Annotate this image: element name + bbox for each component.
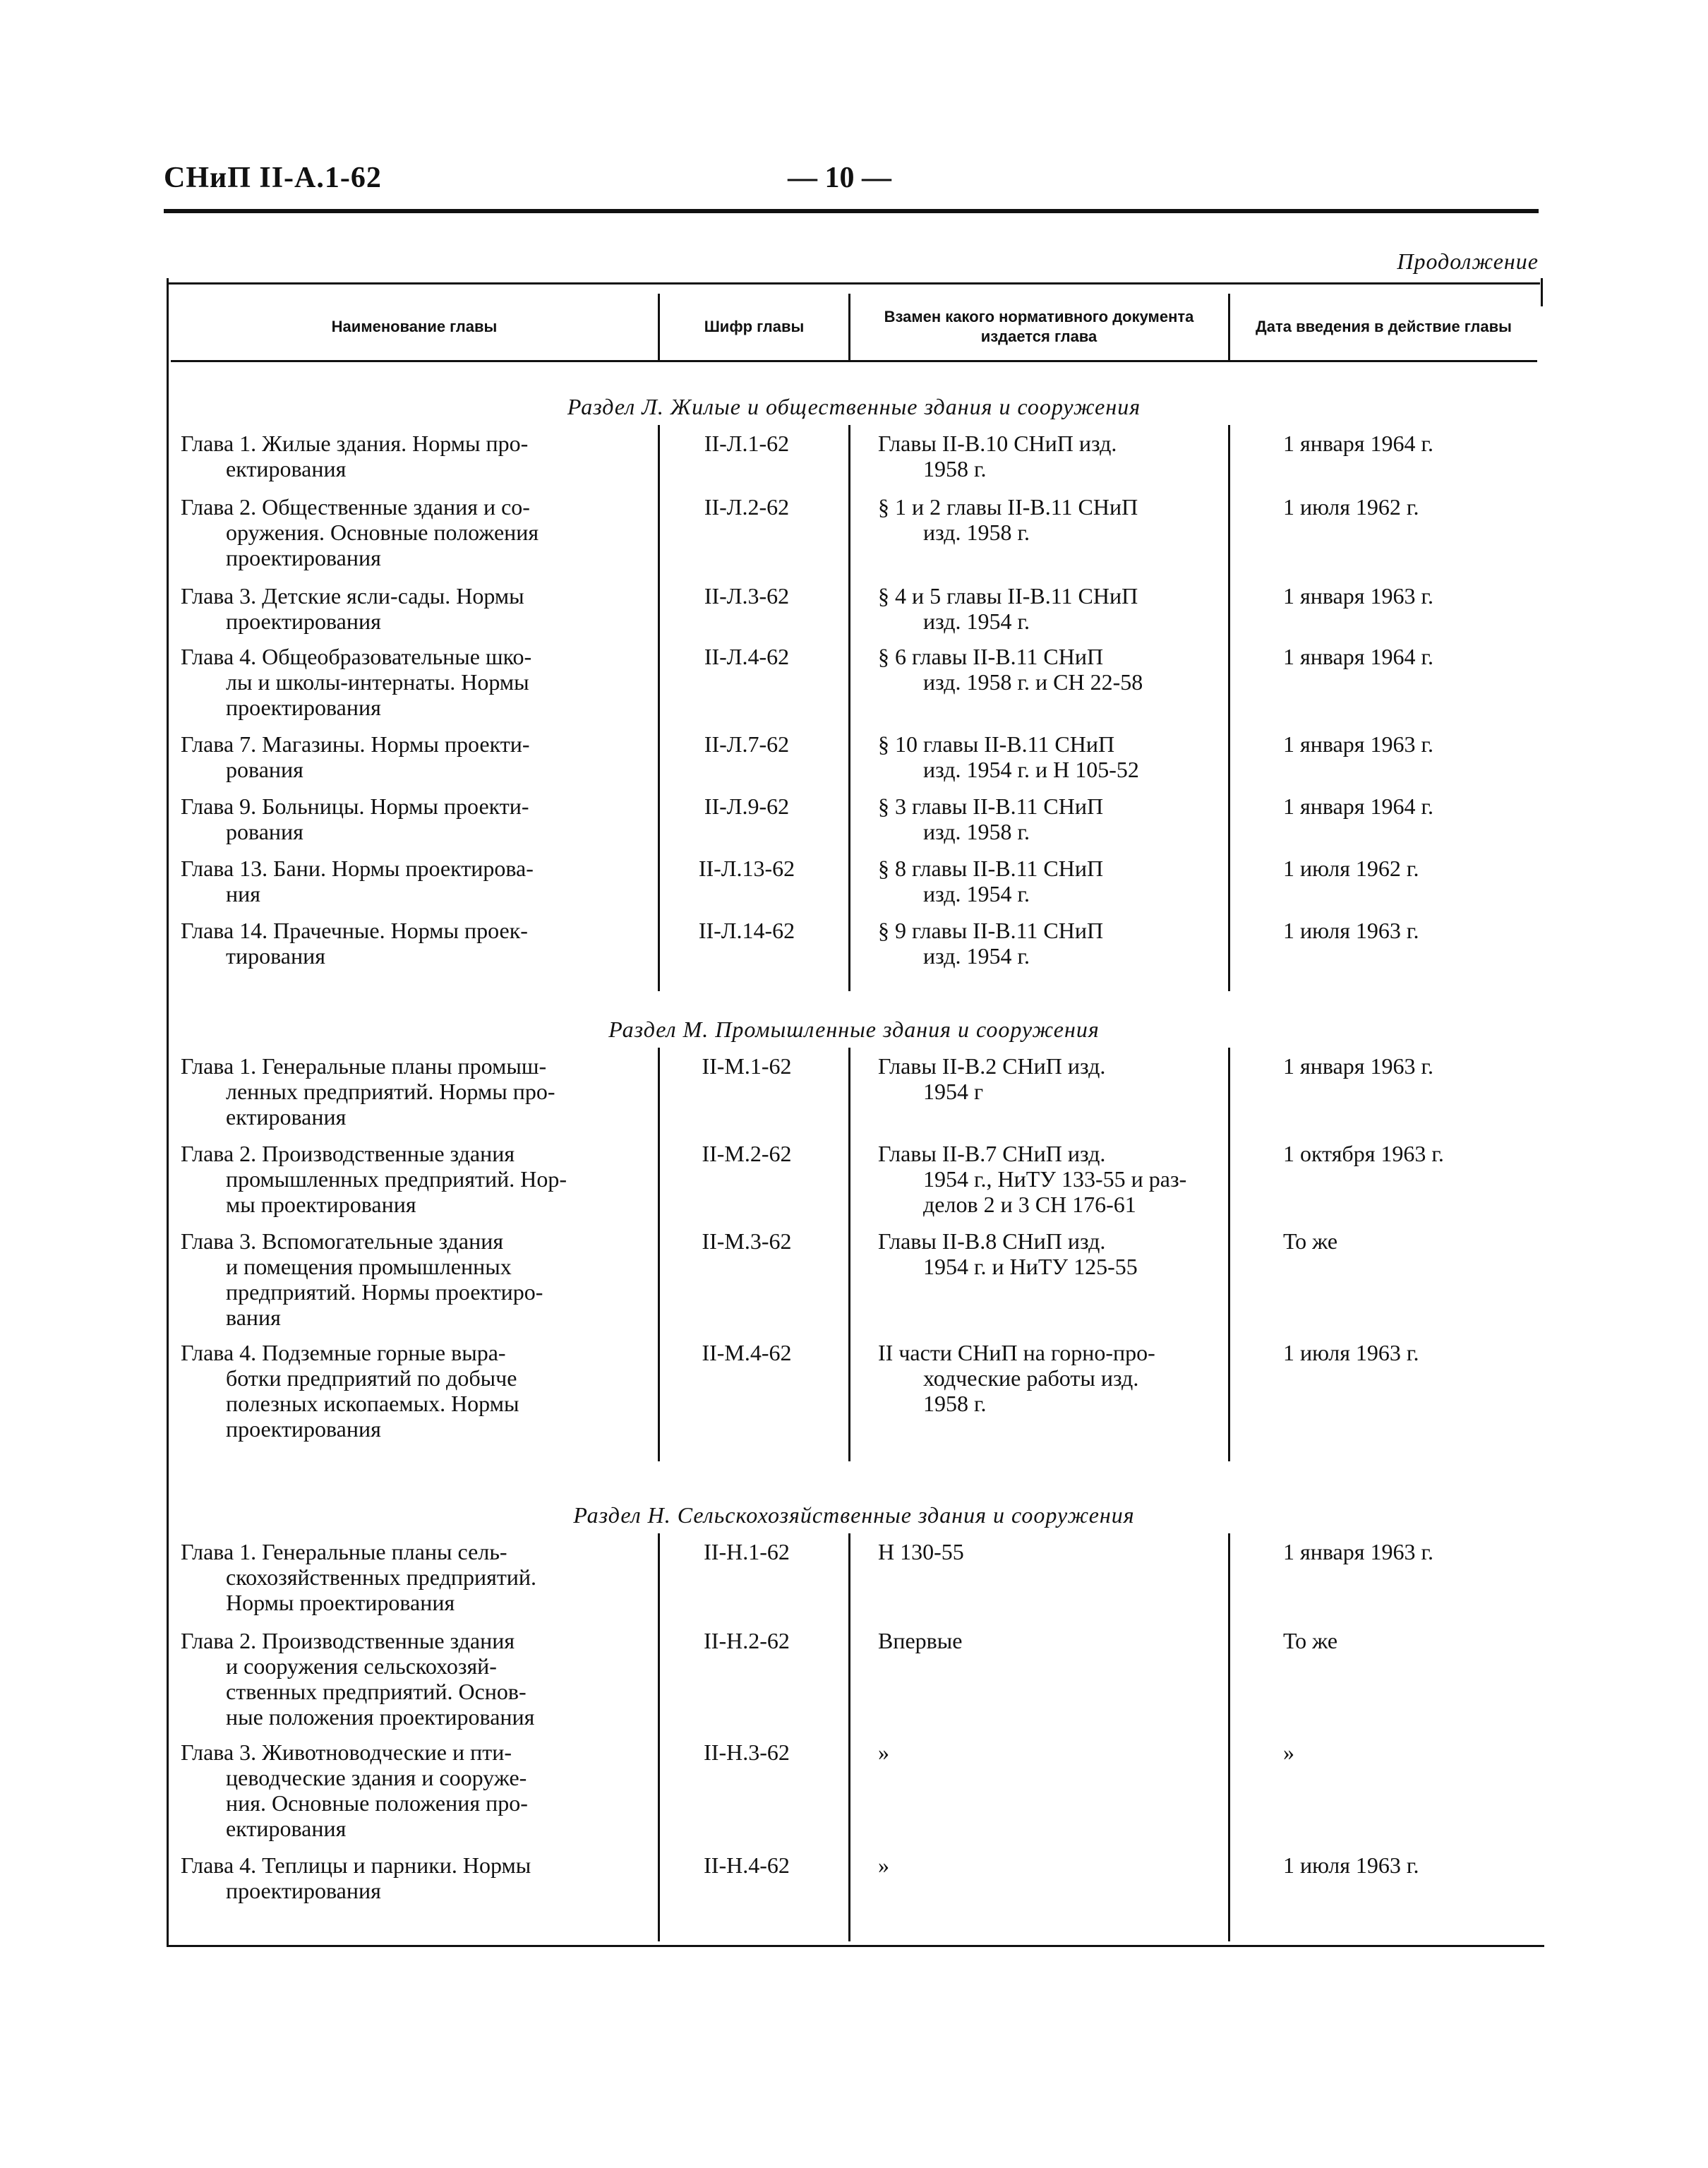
effective-date: 1 июля 1963 г.: [1283, 1340, 1419, 1365]
effective-date: То же: [1283, 1228, 1338, 1254]
replaces-document: [878, 918, 1231, 969]
replaces-line: Главы II-В.7 СНиП изд.: [878, 1141, 1106, 1166]
chapter-name-line: Глава 3. Животноводческие и пти-: [181, 1739, 512, 1765]
chapter-name-line: Глава 3. Вспомогательные здания: [181, 1228, 504, 1254]
chapter-name-line: Глава 9. Больницы. Нормы проекти-: [181, 793, 529, 819]
section-title: Раздел М. Промышленные здания и сооружения: [608, 1017, 1100, 1042]
replaces-line: Впервые: [878, 1628, 963, 1653]
effective-date: То же: [1283, 1628, 1338, 1653]
chapter-name-line: Глава 1. Генеральные планы сель-: [181, 1539, 507, 1564]
chapter-name-line: и помещения промышленных: [226, 1254, 512, 1279]
effective-date: 1 января 1963 г.: [1283, 583, 1433, 609]
replaces-line: изд. 1954 г.: [923, 881, 1030, 906]
header-bottom-rule: [171, 360, 1537, 362]
chapter-name-line: Глава 4. Общеобразовательные шко-: [181, 644, 532, 669]
replaces-document: [878, 644, 1231, 695]
chapter-name-line: лы и школы-интернаты. Нормы: [226, 669, 529, 695]
replaces-line: изд. 1958 г.: [923, 520, 1030, 545]
replaces-document: [878, 1228, 1231, 1279]
effective-date: 1 января 1963 г.: [1283, 1539, 1433, 1564]
column-header-name: Наименование главы: [331, 318, 498, 335]
chapter-code: II-Л.1-62: [704, 431, 790, 456]
chapter-name: [181, 1852, 661, 1903]
section-title: Раздел Н. Сельскохозяйственные здания и сооружения: [573, 1502, 1135, 1528]
chapter-name-line: ектирования: [226, 1104, 347, 1130]
chapter-name-line: Глава 13. Бани. Нормы проектирова-: [181, 856, 534, 881]
chapter-name: [181, 494, 661, 570]
chapter-name-line: Глава 4. Подземные горные выра-: [181, 1340, 506, 1365]
replaces-line: ходческие работы изд.: [923, 1365, 1139, 1391]
replaces-document: [878, 1141, 1231, 1217]
replaces-line: § 9 главы II-В.11 СНиП: [878, 918, 1104, 943]
chapter-name: [181, 1739, 661, 1841]
chapter-code: II-М.2-62: [702, 1141, 792, 1166]
chapter-name-line: Глава 7. Магазины. Нормы проекти-: [181, 731, 530, 757]
replaces-line: изд. 1954 г.: [923, 609, 1030, 634]
document-code: СНиП II-А.1-62: [164, 162, 382, 194]
chapter-name-line: проектирования: [226, 695, 381, 720]
section-title: Раздел Л. Жилые и общественные здания и сооружения: [567, 394, 1141, 419]
chapter-name-line: скохозяйственных предприятий.: [226, 1564, 537, 1590]
chapter-code: II-М.1-62: [702, 1053, 792, 1079]
table-right-border: [1541, 278, 1543, 306]
chapter-name-line: вания: [226, 1305, 281, 1330]
chapter-name-line: ботки предприятий по добыче: [226, 1365, 517, 1391]
chapter-name: [181, 1539, 661, 1615]
replaces-line: 1958 г.: [923, 456, 987, 481]
col-divider: [848, 1048, 850, 1461]
chapter-code: II-Л.4-62: [704, 644, 790, 669]
chapter-name-line: проектирования: [226, 609, 381, 634]
replaces-line: § 4 и 5 главы II-В.11 СНиП: [878, 583, 1138, 609]
chapter-name-line: полезных ископаемых. Нормы: [226, 1391, 519, 1416]
chapter-code: II-Л.14-62: [698, 918, 795, 943]
chapter-name-line: Глава 1. Генеральные планы промыш-: [181, 1053, 547, 1079]
replaces-line: § 6 главы II-В.11 СНиП: [878, 644, 1104, 669]
replaces-line: делов 2 и 3 СН 176-61: [923, 1192, 1136, 1217]
replaces-line: изд. 1954 г. и Н 105-52: [923, 757, 1139, 782]
chapter-name: [181, 1628, 661, 1730]
replaces-document: [878, 856, 1231, 906]
effective-date: 1 января 1964 г.: [1283, 644, 1433, 669]
column-header-date: Дата введения в действие главы: [1256, 318, 1512, 335]
chapter-name-line: рования: [226, 757, 303, 782]
column-header-code: Шифр главы: [704, 318, 805, 335]
replaces-document: [878, 494, 1231, 545]
replaces-document: [878, 793, 1231, 844]
chapter-name-line: цеводческие здания и сооруже-: [226, 1765, 527, 1790]
effective-date: 1 января 1964 г.: [1283, 431, 1433, 456]
chapter-name-line: Глава 2. Производственные здания: [181, 1141, 515, 1166]
replaces-line: 1954 г. и НиТУ 125-55: [923, 1254, 1138, 1279]
chapter-code: II-Н.4-62: [704, 1852, 790, 1878]
header-rule: [164, 209, 1539, 213]
chapter-code: II-М.3-62: [702, 1228, 792, 1254]
replaces-document: [878, 583, 1231, 634]
replaces-document: [878, 1852, 1231, 1878]
page-header: [164, 161, 1539, 210]
replaces-line: изд. 1958 г. и СН 22-58: [923, 669, 1143, 695]
chapter-name: [181, 644, 661, 720]
table-top-border: [167, 282, 1540, 285]
replaces-document: [878, 1628, 1231, 1653]
replaces-document: [878, 731, 1231, 782]
table-left-border: [167, 278, 169, 1947]
column-header-replaces: Взамен какого нормативного документа издается глава: [884, 308, 1194, 345]
chapter-name-line: промышленных предприятий. Нор-: [226, 1166, 567, 1192]
replaces-line: 1958 г.: [923, 1391, 987, 1416]
effective-date: 1 июля 1963 г.: [1283, 1852, 1419, 1878]
chapter-name-line: ленных предприятий. Нормы про-: [226, 1079, 555, 1104]
effective-date: 1 июля 1962 г.: [1283, 494, 1419, 520]
replaces-line: II части СНиП на горно-про-: [878, 1340, 1155, 1365]
replaces-line: § 3 главы II-В.11 СНиП: [878, 793, 1104, 819]
chapter-code: II-Н.1-62: [704, 1539, 790, 1564]
page-number: — 10 —: [788, 162, 891, 194]
replaces-document: [878, 1053, 1231, 1104]
replaces-line: Главы II-В.8 СНиП изд.: [878, 1228, 1106, 1254]
chapter-name-line: Глава 4. Теплицы и парники. Нормы: [181, 1852, 531, 1878]
chapter-code: II-Л.7-62: [704, 731, 790, 757]
chapter-name-line: Глава 2. Производственные здания: [181, 1628, 515, 1653]
chapter-name: [181, 731, 661, 782]
col-divider: [848, 1533, 850, 1941]
chapter-name: [181, 431, 661, 481]
replaces-line: 1954 г., НиТУ 133-55 и раз-: [923, 1166, 1187, 1192]
chapters-table: [164, 278, 1544, 1947]
col-divider: [848, 425, 850, 991]
replaces-line: »: [878, 1739, 889, 1765]
col-divider: [848, 294, 850, 360]
chapter-name: [181, 918, 661, 969]
effective-date: 1 октября 1963 г.: [1283, 1141, 1444, 1166]
replaces-line: § 8 главы II-В.11 СНиП: [878, 856, 1104, 881]
replaces-line: § 1 и 2 главы II-В.11 СНиП: [878, 494, 1138, 520]
chapter-name: [181, 583, 661, 634]
chapter-name-line: ектирования: [226, 456, 347, 481]
effective-date: »: [1283, 1739, 1294, 1765]
col-divider: [1228, 1533, 1230, 1941]
chapter-name-line: ственных предприятий. Основ-: [226, 1679, 527, 1704]
continuation-label: Продолжение: [1397, 248, 1539, 274]
chapter-name-line: проектирования: [226, 1416, 381, 1442]
chapter-name-line: ные положения проектирования: [226, 1704, 535, 1730]
chapter-code: II-Н.3-62: [704, 1739, 790, 1765]
chapter-name-line: и сооружения сельскохозяй-: [226, 1653, 497, 1679]
chapter-code: II-Л.13-62: [698, 856, 795, 881]
chapter-code: II-М.4-62: [702, 1340, 792, 1365]
replaces-line: Н 130-55: [878, 1539, 964, 1564]
replaces-line: Главы II-В.10 СНиП изд.: [878, 431, 1117, 456]
chapter-name: [181, 1141, 661, 1217]
chapter-code: II-Л.2-62: [704, 494, 790, 520]
chapter-name-line: Глава 2. Общественные здания и со-: [181, 494, 530, 520]
chapter-name-line: рования: [226, 819, 303, 844]
chapter-name-line: ния: [226, 881, 260, 906]
chapter-name-line: мы проектирования: [226, 1192, 416, 1217]
chapter-code: II-Л.3-62: [704, 583, 790, 609]
chapter-name-line: Нормы проектирования: [226, 1590, 455, 1615]
effective-date: 1 января 1964 г.: [1283, 793, 1433, 819]
chapter-name-line: проектирования: [226, 1878, 381, 1903]
effective-date: 1 июля 1962 г.: [1283, 856, 1419, 881]
replaces-line: § 10 главы II-В.11 СНиП: [878, 731, 1115, 757]
chapter-name: [181, 1053, 661, 1130]
chapter-code: II-Л.9-62: [704, 793, 790, 819]
chapter-name: [181, 793, 661, 844]
replaces-line: »: [878, 1852, 889, 1878]
replaces-line: 1954 г: [923, 1079, 984, 1104]
effective-date: 1 января 1963 г.: [1283, 731, 1433, 757]
replaces-line: изд. 1958 г.: [923, 819, 1030, 844]
replaces-document: [878, 431, 1231, 481]
chapter-name-line: ектирования: [226, 1816, 347, 1841]
chapter-name-line: оружения. Основные положения: [226, 520, 539, 545]
chapter-name-line: ния. Основные положения про-: [226, 1790, 528, 1816]
chapter-name-line: проектирования: [226, 545, 381, 570]
effective-date: 1 января 1963 г.: [1283, 1053, 1433, 1079]
table-bottom-border: [167, 1945, 1544, 1947]
chapter-name-line: Глава 14. Прачечные. Нормы проек-: [181, 918, 528, 943]
replaces-document: [878, 1739, 1231, 1765]
chapter-name-line: Глава 1. Жилые здания. Нормы про-: [181, 431, 529, 456]
effective-date: 1 июля 1963 г.: [1283, 918, 1419, 943]
chapter-name: [181, 1228, 661, 1330]
replaces-document: [878, 1340, 1231, 1416]
replaces-line: Главы II-В.2 СНиП изд.: [878, 1053, 1106, 1079]
chapter-name: [181, 1340, 661, 1442]
replaces-line: изд. 1954 г.: [923, 943, 1030, 969]
chapter-code: II-Н.2-62: [704, 1628, 790, 1653]
replaces-document: [878, 1539, 1231, 1564]
chapter-name-line: Глава 3. Детские ясли-сады. Нормы: [181, 583, 524, 609]
chapter-name: [181, 856, 661, 906]
chapter-name-line: тирования: [226, 943, 325, 969]
chapter-name-line: предприятий. Нормы проектиро-: [226, 1279, 543, 1305]
